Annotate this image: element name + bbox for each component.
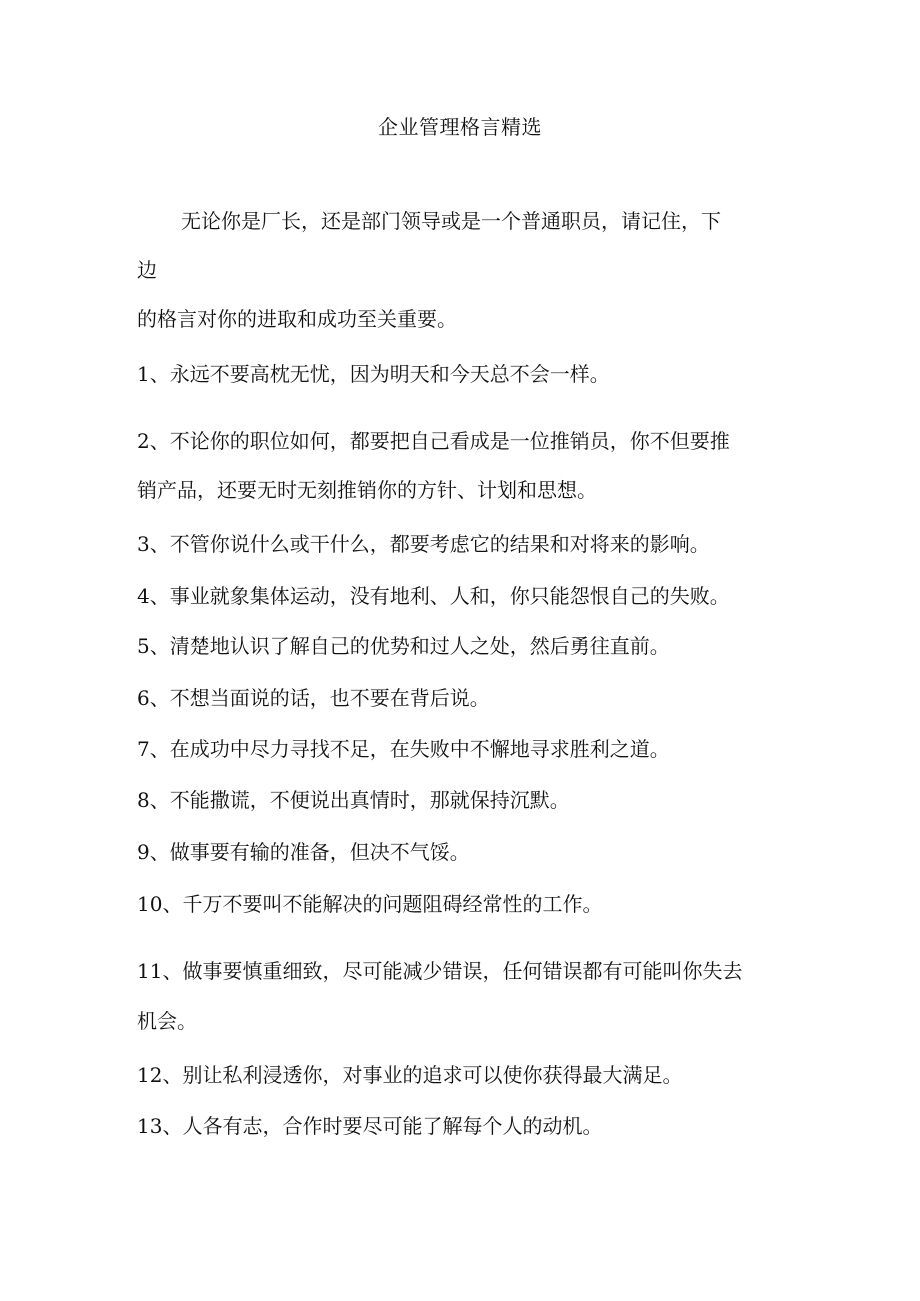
item-number: 10、 (137, 892, 183, 916)
item-text: 不管你说什么或干什么，都要考虑它的结果和对将来的影响。 (169, 532, 710, 556)
list-item-4 (137, 582, 730, 610)
list-item-9 (137, 838, 470, 866)
item-number: 4、 (137, 584, 170, 608)
item-text: 做事要慎重细致，尽可能减少错误，任何错误都有可能叫你失去 (182, 959, 743, 983)
list-item-1 (137, 360, 610, 388)
list-item-2-continuation: 销产品，还要无时无刻推销你的方针、计划和思想。 (137, 478, 597, 502)
item-text: 不论你的职位如何，都要把自己看成是一位推销员，你不但要推 (169, 429, 730, 453)
item-text: 千万不要叫不能解决的问题阻碍经常性的工作。 (182, 892, 603, 916)
list-item-2 (137, 427, 730, 455)
item-number: 3、 (137, 532, 170, 556)
list-item-11 (137, 957, 742, 985)
item-number: 6、 (137, 686, 170, 710)
item-text: 别让私利浸透你，对事业的追求可以使你获得最大满足。 (182, 1063, 683, 1087)
item-number: 11、 (137, 959, 183, 983)
item-text: 永远不要高枕无忧，因为明天和今天总不会一样。 (169, 362, 610, 386)
list-item-5 (137, 632, 670, 660)
item-number: 7、 (137, 737, 170, 761)
item-text: 人各有志，合作时要尽可能了解每个人的动机。 (182, 1114, 603, 1138)
list-item-7 (137, 735, 670, 763)
intro-line-2: 边 (137, 258, 157, 282)
item-number: 8、 (137, 788, 170, 812)
item-number: 2、 (137, 429, 170, 453)
item-number: 1、 (137, 362, 170, 386)
list-item-3 (137, 530, 710, 558)
item-text: 在成功中尽力寻找不足，在失败中不懈地寻求胜利之道。 (169, 737, 670, 761)
item-text: 不能撒谎，不便说出真情时，那就保持沉默。 (169, 788, 570, 812)
item-number: 9、 (137, 840, 170, 864)
intro-line-3: 的格言对你的进取和成功至关重要。 (137, 307, 457, 331)
item-number: 13、 (137, 1114, 183, 1138)
list-item-12 (137, 1061, 682, 1089)
list-item-8 (137, 786, 570, 814)
document-title: 企业管理格言精选 (378, 115, 542, 139)
list-item-11-continuation: 机会。 (137, 1009, 197, 1033)
item-text: 清楚地认识了解自己的优势和过人之处，然后勇往直前。 (169, 634, 670, 658)
list-item-13 (137, 1112, 602, 1140)
list-item-6 (137, 684, 490, 712)
item-text: 事业就象集体运动，没有地利、人和，你只能怨恨自己的失败。 (169, 584, 730, 608)
item-text: 不想当面说的话，也不要在背后说。 (169, 686, 490, 710)
item-number: 12、 (137, 1063, 183, 1087)
item-text: 做事要有输的准备，但决不气馁。 (169, 840, 470, 864)
list-item-10 (137, 890, 602, 918)
item-number: 5、 (137, 634, 170, 658)
intro-line-1: 无论你是厂长，还是部门领导或是一个普通职员，请记住，下 (181, 209, 721, 233)
